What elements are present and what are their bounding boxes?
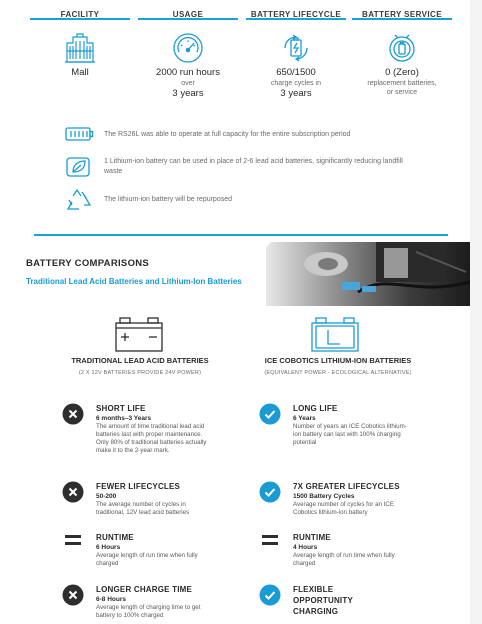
row-description: Average length of run time when fully charged — [293, 552, 395, 567]
stat-value: 650/1500 — [276, 67, 316, 78]
leaf-icon — [64, 154, 94, 180]
lithium-title: ICE COBOTICS LITHIUM-ION BATTERIES — [264, 356, 412, 365]
battery-photo — [266, 242, 470, 306]
stat-usage — [138, 0, 238, 100]
row-title: SHORT LIFE — [96, 404, 146, 413]
row-description: Average length of charging time to get battery to 100% charged — [96, 604, 201, 619]
x-circle-icon — [62, 481, 84, 503]
stat-caption: over — [181, 80, 195, 87]
row-subtitle: 6 months–3 Years — [96, 415, 152, 422]
stat-battery-lifecycle — [246, 0, 346, 100]
row-description: Average length of run time when fully charged — [96, 552, 198, 567]
stat-battery-service — [352, 0, 452, 97]
row-subtitle: 4 Hours — [293, 544, 318, 551]
stat-value: 0 (Zero) — [385, 67, 419, 78]
row-description: The average number of cycles in traditional, 12V lead acid batteries — [96, 501, 190, 516]
row-title: FEWER LIFECYCLES — [96, 482, 181, 491]
stat-caption: charge cycles in — [270, 80, 322, 87]
battery-service-icon — [385, 31, 419, 65]
building-icon — [63, 31, 97, 65]
row-subtitle: 6 Hours — [96, 544, 121, 551]
lead-acid-battery-icon — [112, 314, 166, 354]
row-subtitle: 6 Years — [293, 415, 316, 422]
row-title: FLEXIBLE OPPORTUNITY CHARGING — [293, 585, 353, 616]
row-title: 7X GREATER LIFECYCLES — [293, 482, 400, 491]
section-divider — [34, 234, 448, 236]
row-title: RUNTIME — [293, 533, 331, 542]
row-description: Number of years an ICE Cobotics lithium-ion battery can last with 100% charging potential — [293, 423, 407, 446]
note-text: 1 Lithium-ion battery can be used in place of 2-6 lead acid batteries, significantly reducing landfill waste — [104, 158, 403, 175]
section-title: BATTERY COMPARISONS — [26, 258, 150, 269]
stat-value: 2000 run hours — [156, 67, 220, 78]
stat-value: Mall — [71, 67, 89, 78]
stat-facility — [30, 0, 130, 79]
equals-icon — [62, 532, 84, 554]
battery-cycle-icon — [279, 31, 313, 65]
note-full-capacity — [64, 124, 424, 148]
row-title: RUNTIME — [96, 533, 134, 542]
x-circle-icon — [62, 403, 84, 425]
stat-head: BATTERY SERVICE — [352, 0, 452, 20]
check-circle-icon — [259, 481, 281, 503]
check-circle-icon — [259, 584, 281, 606]
row-subtitle: 1500 Battery Cycles — [293, 493, 355, 500]
check-circle-icon — [259, 403, 281, 425]
stat-duration: 3 years — [172, 88, 204, 99]
section-subtitle: Traditional Lead Acid Batteries and Lithium-Ion Batteries — [26, 277, 242, 286]
row-description: Average number of cycles for an ICE Cobotics lithium-ion battery — [293, 501, 394, 516]
lithium-subtitle: (EQUIVALENT POWER - ECOLOGICAL ALTERNATIVE) — [264, 370, 412, 376]
row-subtitle: 50-200 — [96, 493, 117, 500]
note-text: The lithium-ion battery will be repurposed — [104, 196, 233, 203]
lithium-battery-icon — [308, 314, 362, 354]
equals-icon — [259, 532, 281, 554]
note-text: The RS26L was able to operate at full capacity for the entire subscription period — [104, 131, 351, 138]
row-title: LONGER CHARGE TIME — [96, 585, 193, 594]
row-subtitle: 6-8 Hours — [96, 596, 126, 603]
stat-caption-2: or service — [386, 89, 418, 96]
stat-head: FACILITY — [30, 0, 130, 20]
lead-acid-subtitle: (2 X 12V BATTERIES PROVIDE 24V POWER) — [78, 370, 202, 376]
battery-icon — [64, 124, 94, 144]
x-circle-icon — [62, 584, 84, 606]
row-title: LONG LIFE — [293, 404, 338, 413]
stat-duration: 3 years — [280, 88, 312, 99]
row-description: The amount of time traditional lead acid batteries last with proper maintenance. Only 80% of traditional batteries actually make it to the 2-year mark. — [96, 423, 207, 454]
stat-head: BATTERY LIFECYCLE — [246, 0, 346, 20]
speedometer-icon — [171, 31, 205, 65]
stat-head: USAGE — [138, 0, 238, 20]
stat-caption: replacement batteries, — [367, 80, 437, 87]
note-landfill — [64, 154, 424, 178]
lead-acid-title: TRADITIONAL LEAD ACID BATTERIES — [71, 356, 209, 365]
note-repurposed — [64, 188, 424, 212]
recycle-icon — [64, 188, 94, 212]
